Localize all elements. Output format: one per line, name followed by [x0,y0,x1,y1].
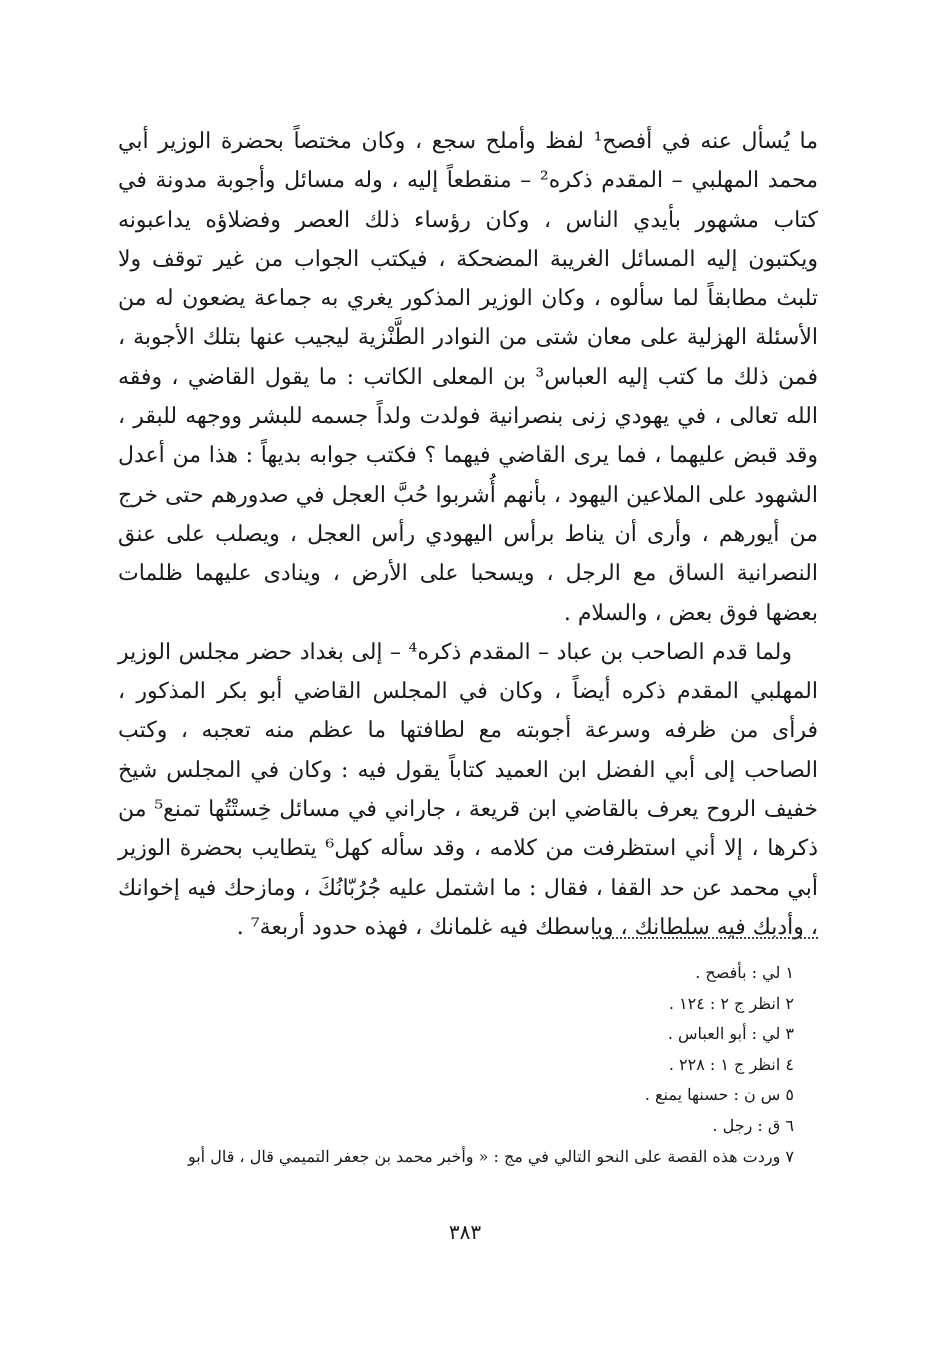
footnote-1: ١ لي : بأفصح . [695,963,794,982]
footnotes [118,958,794,1172]
footnote-2: ٢ انظر ج ٢ : ١٢٤ . [668,993,794,1013]
main-text [118,122,818,947]
paragraph-2: ولما قدم الصاحب بن عباد – المقدم ذكره⁴ – إلى بغداد حضر مجلس الوزير المهلبي المقدم ذكره أيضاً ، وكان في المجلس القاضي أبو بكر المذكور ، فرأى من ظرفه وسرعة أجوبته مع لطافتها ما عظم منه تعجبه ، وكتب الصاحب إلى أبي الفضل ابن العميد كتاباً يقول فيه : وكان في المجلس شيخ خفيف الروح يعرف بالقاضي ابن قريعة ، جاراني في مسائل خِستْتُها تمنع⁵ من ذكرها ، إلا أني استظرفت من كلامه ، وقد سأله كهل⁶ يتطايب بحضرة الوزير أبي محمد عن حد القفا ، فقال : ما اشتمل عليه جُرُبّانُكَ ، ومازحك فيه إخوانك ، وأدبك فيه سلطانك ، وباسطك فيه غلمانك ، فهذه حدود أربعة⁷ . [118,639,818,940]
page-number: ٣٨٣ [448,1220,482,1244]
footnote-separator [592,937,818,939]
footnote-5: ٥ س ن : حسنها يمنع . [644,1085,794,1105]
footnote-7: ٧ وردت هذه القصة على النحو التالي في مج : « وأخبر محمد بن جعفر التميمي قال ، قال أبو [187,1146,794,1166]
footnote-4: ٤ انظر ج ١ : ٢٢٨ . [668,1054,794,1074]
footnote-6: ٦ ق : رجل . [712,1115,794,1135]
footnote-3: ٣ لي : أبو العباس . [667,1024,794,1044]
paragraph-1: ما يُسأل عنه في أفصح¹ لفظ وأملح سجع ، وكان مختصاً بحضرة الوزير أبي محمد المهلبي – المقدم ذكره² – منقطعاً إليه ، وله مسائل وأجوبة مدونة في كتاب مشهور بأيدي الناس ، وكان رؤساء ذلك العصر وفضلاؤه يداعبونه ويكتبون إليه المسائل الغريبة المضحكة ، فيكتب الجواب من غير توقف ولا تلبث مطابقاً لما سألوه ، وكان الوزير المذكور يغري به جماعة يضعون له من الأسئلة الهزلية على معان شتى من النوادر الطَّنْزية ليجيب عنها بتلك الأجوبة ، فمن ذلك ما كتب إليه العباس³ بن المعلى الكاتب : ما يقول القاضي ، وفقه الله تعالى ، في يهودي زنى بنصرانية فولدت ولداً جسمه للبشر ووجهه للبقر ، وقد قبض عليهما ، فما يرى القاضي فيهما ؟ فكتب جوابه بديهاً : هذا من أعدل الشهود على الملاعين اليهود ، بأنهم أُشربوا حُبَّ العجل في صدورهم حتى خرج من أيورهم ، وأرى أن يناط برأس اليهودي رأس العجل ، ويصلب على عنق النصرانية الساق مع الرجل ، ويسحبا على الأرض ، وينادى عليهما ظلمات بعضها فوق بعض ، والسلام . [118,129,819,626]
